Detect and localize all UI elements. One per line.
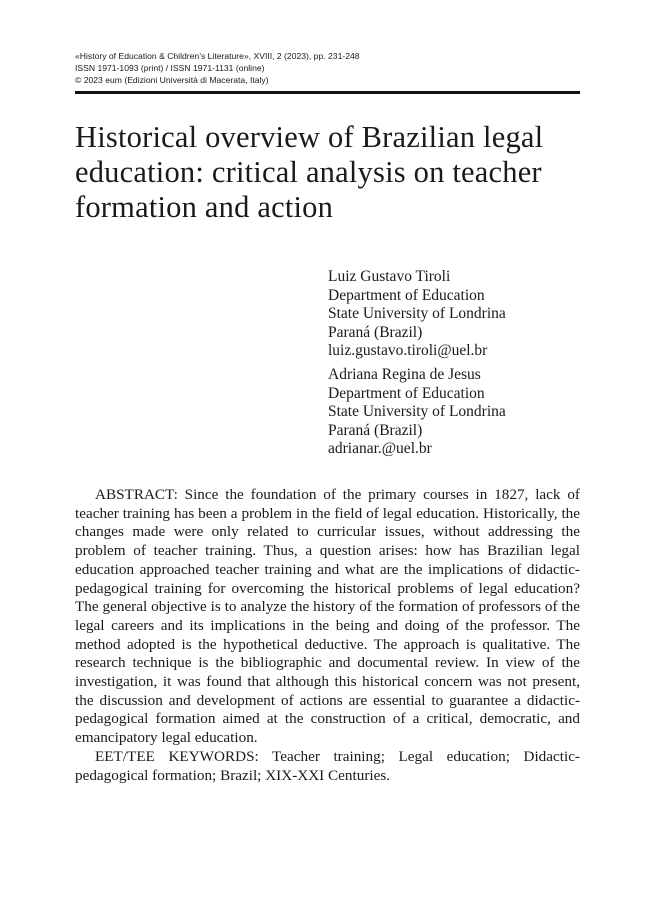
- author-name: Adriana Regina de Jesus: [328, 366, 481, 383]
- author-department: Department of Education: [328, 286, 485, 304]
- header-rule: [75, 91, 580, 94]
- journal-header: [75, 50, 580, 86]
- journal-copyright: © 2023 eum (Edizioni Università di Macerata, Italy): [75, 75, 269, 85]
- author-email[interactable]: adrianar.@uel.br: [328, 440, 432, 457]
- keywords-text: EET/TEE KEYWORDS: Teacher training; Legal education; Didactic-pedagogical formation; Brazil; XIX-XXI Centuries.: [75, 747, 580, 784]
- author-location: Paraná (Brazil): [328, 323, 423, 341]
- author-block-2: [328, 366, 588, 459]
- abstract-text: ABSTRACT: Since the foundation of the primary courses in 1827, lack of teacher training has been a problem in the field of legal education. Historically, the changes made were only related to curricular issues, without addressing the problem of teacher training. Thus, a question arises: how has Brazilian legal education approached teacher training and what are the implications of didactic-pedagogical training for overcoming the historical problems of legal education? The general objective is to analyze the history of the formation of professors of the legal careers and its implications in the being and doing of the professor. The method adopted is the hypothetical deductive. The approach is qualitative. The research technique is the bibliographic and documental review. In view of the investigation, it was found that although this historical concern was not present, the discussion and development of actions are essential to guarantee a didactic-pedagogical formation aimed at the construction of a critical, democratic, and emancipatory legal education.: [75, 486, 580, 747]
- journal-citation: «History of Education & Children’s Literature», XVIII, 2 (2023), pp. 231-248: [75, 51, 360, 61]
- journal-issn: ISSN 1971-1093 (print) / ISSN 1971-1131 (online): [75, 63, 265, 73]
- author-department: Department of Education: [328, 384, 485, 402]
- article-title: Historical overview of Brazilian legal education: critical analysis on teacher formation and action: [75, 120, 544, 224]
- author-block-1: [328, 268, 588, 361]
- author-university: State University of Londrina: [328, 305, 506, 322]
- author-email[interactable]: luiz.gustavo.tiroli@uel.br: [328, 342, 488, 359]
- author-location: Paraná (Brazil): [328, 421, 423, 439]
- author-university: State University of Londrina: [328, 403, 506, 420]
- author-name: Luiz Gustavo Tiroli: [328, 268, 451, 285]
- abstract-section: [75, 486, 580, 785]
